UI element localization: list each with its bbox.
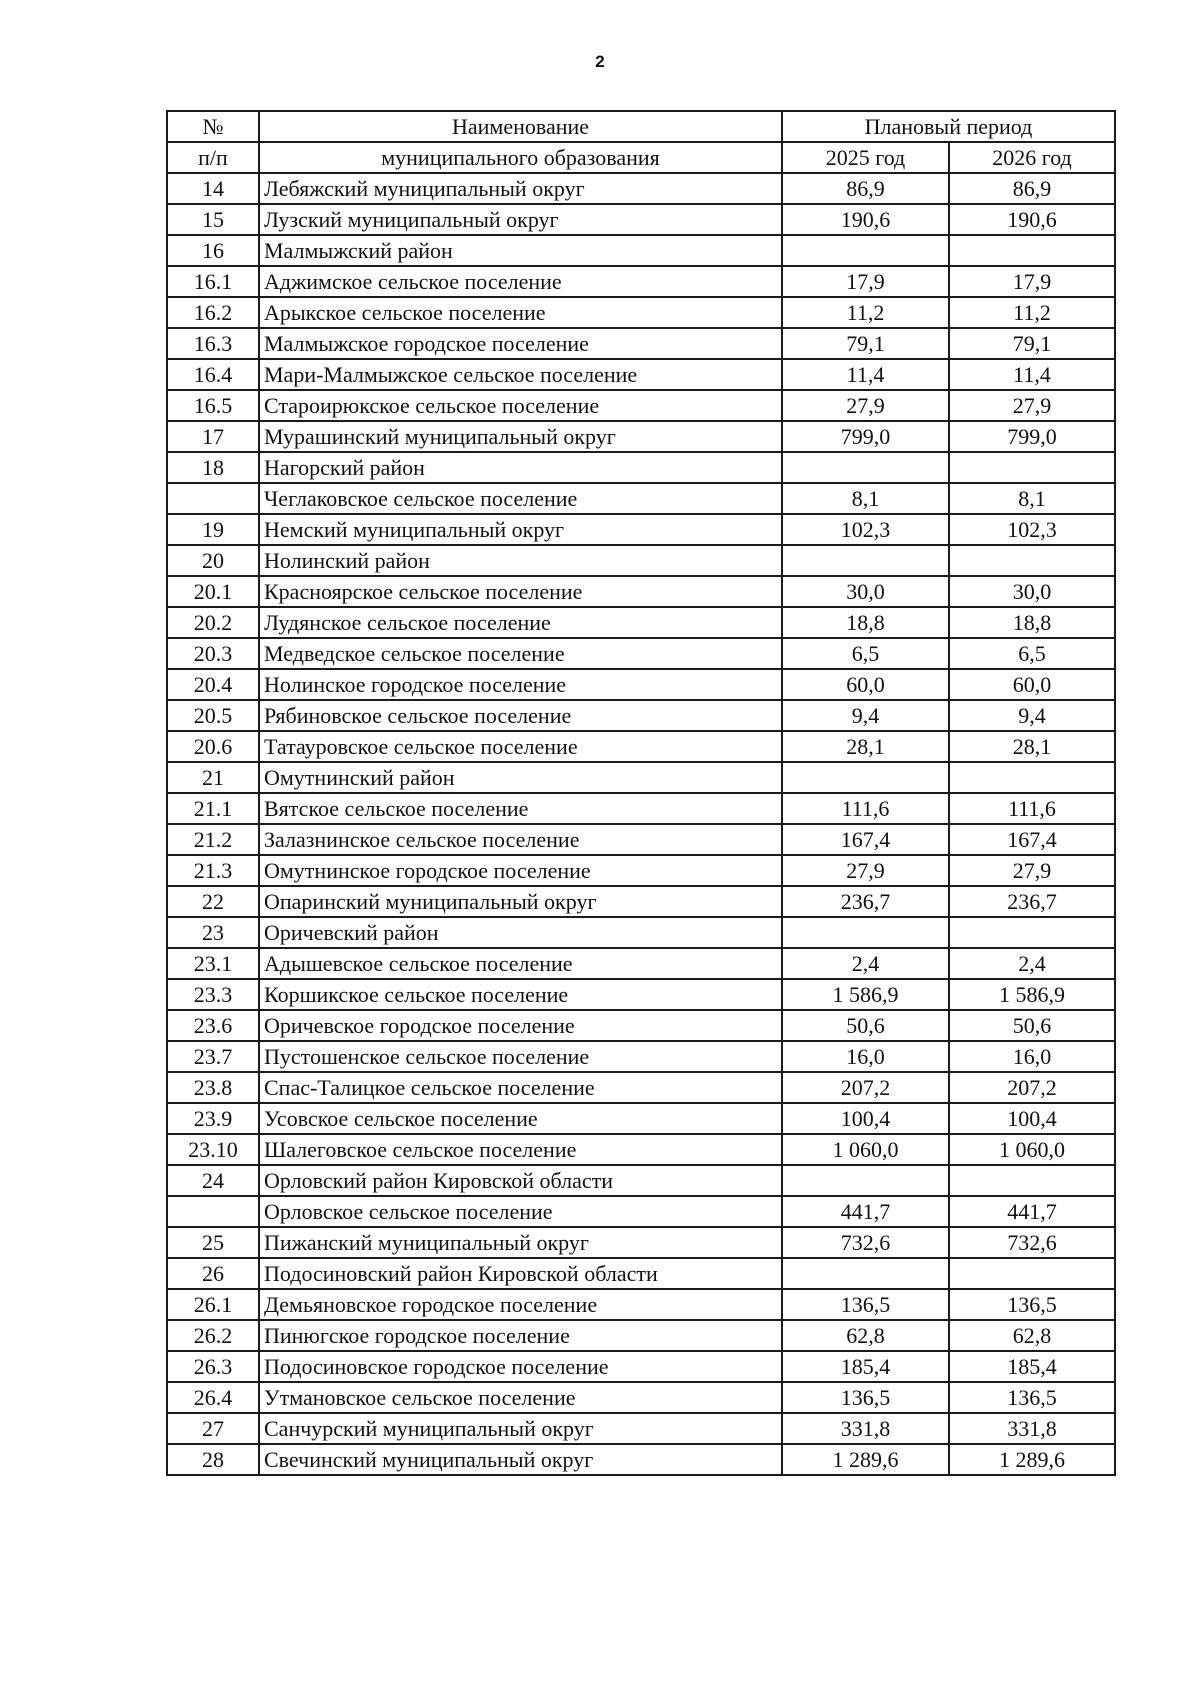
header-name-line2: муниципального образования [259, 142, 782, 173]
table-row [167, 1258, 1115, 1289]
row-number: 17 [167, 421, 259, 452]
row-number: 26.1 [167, 1289, 259, 1320]
table-row [167, 204, 1115, 235]
municipality-name: Чеглаковское сельское поселение [259, 483, 782, 514]
header-name-line1: Наименование [259, 111, 782, 142]
row-number: 16.5 [167, 390, 259, 421]
row-number: 20.5 [167, 700, 259, 731]
value-2025 [782, 762, 949, 793]
municipality-name: Аджимское сельское поселение [259, 266, 782, 297]
municipality-name: Малмыжский район [259, 235, 782, 266]
value-2026: 1 586,9 [949, 979, 1115, 1010]
row-number: 23.1 [167, 948, 259, 979]
municipality-name: Опаринский муниципальный округ [259, 886, 782, 917]
table-row [167, 1103, 1115, 1134]
value-2026 [949, 917, 1115, 948]
table-row [167, 793, 1115, 824]
value-2025 [782, 917, 949, 948]
value-2026: 28,1 [949, 731, 1115, 762]
value-2026: 185,4 [949, 1351, 1115, 1382]
municipality-name: Арыкское сельское поселение [259, 297, 782, 328]
table-row [167, 421, 1115, 452]
header-row-1 [167, 111, 1115, 142]
value-2025: 8,1 [782, 483, 949, 514]
table-row [167, 607, 1115, 638]
municipality-name: Санчурский муниципальный округ [259, 1413, 782, 1444]
row-number: 16.3 [167, 328, 259, 359]
municipality-name: Орловское сельское поселение [259, 1196, 782, 1227]
municipality-name: Залазнинское сельское поселение [259, 824, 782, 855]
table-row [167, 824, 1115, 855]
value-2025 [782, 452, 949, 483]
municipality-name: Шалеговское сельское поселение [259, 1134, 782, 1165]
value-2026: 1 060,0 [949, 1134, 1115, 1165]
value-2026: 207,2 [949, 1072, 1115, 1103]
table-row [167, 638, 1115, 669]
municipality-name: Вятское сельское поселение [259, 793, 782, 824]
value-2026: 167,4 [949, 824, 1115, 855]
row-number: 25 [167, 1227, 259, 1258]
row-number: 21.1 [167, 793, 259, 824]
page-number: 2 [595, 52, 605, 71]
value-2025: 136,5 [782, 1289, 949, 1320]
row-number: 23.3 [167, 979, 259, 1010]
municipality-name: Подосиновское городское поселение [259, 1351, 782, 1382]
value-2026: 11,4 [949, 359, 1115, 390]
value-2025 [782, 545, 949, 576]
municipality-name: Пинюгское городское поселение [259, 1320, 782, 1351]
table-row [167, 266, 1115, 297]
municipality-name: Орловский район Кировской области [259, 1165, 782, 1196]
row-number: 23.8 [167, 1072, 259, 1103]
table-row [167, 1196, 1115, 1227]
table-row [167, 1227, 1115, 1258]
row-number: 26.2 [167, 1320, 259, 1351]
table-row [167, 297, 1115, 328]
municipality-name: Коршикское сельское поселение [259, 979, 782, 1010]
value-2025: 28,1 [782, 731, 949, 762]
value-2026: 136,5 [949, 1382, 1115, 1413]
table-row [167, 1444, 1115, 1475]
row-number: 26.3 [167, 1351, 259, 1382]
municipality-name: Мурашинский муниципальный округ [259, 421, 782, 452]
table-row [167, 948, 1115, 979]
value-2026: 441,7 [949, 1196, 1115, 1227]
value-2026: 1 289,6 [949, 1444, 1115, 1475]
table-row [167, 1351, 1115, 1382]
value-2025: 9,4 [782, 700, 949, 731]
value-2026: 111,6 [949, 793, 1115, 824]
table-row [167, 1165, 1115, 1196]
table-row [167, 886, 1115, 917]
row-number: 22 [167, 886, 259, 917]
table-row [167, 359, 1115, 390]
row-number [167, 1196, 259, 1227]
value-2025: 236,7 [782, 886, 949, 917]
row-number [167, 483, 259, 514]
value-2026 [949, 1165, 1115, 1196]
value-2026 [949, 452, 1115, 483]
row-number: 20 [167, 545, 259, 576]
table-row [167, 576, 1115, 607]
table-row [167, 1382, 1115, 1413]
row-number: 20.1 [167, 576, 259, 607]
budget-table [166, 110, 1116, 1476]
value-2025: 167,4 [782, 824, 949, 855]
value-2025: 185,4 [782, 1351, 949, 1382]
municipality-name: Пустошенское сельское поселение [259, 1041, 782, 1072]
value-2025: 16,0 [782, 1041, 949, 1072]
value-2026: 60,0 [949, 669, 1115, 700]
table-row [167, 1320, 1115, 1351]
value-2026: 30,0 [949, 576, 1115, 607]
value-2026: 17,9 [949, 266, 1115, 297]
row-number: 23.6 [167, 1010, 259, 1041]
row-number: 26 [167, 1258, 259, 1289]
municipality-name: Оричевское городское поселение [259, 1010, 782, 1041]
value-2025: 86,9 [782, 173, 949, 204]
row-number: 23 [167, 917, 259, 948]
municipality-name: Демьяновское городское поселение [259, 1289, 782, 1320]
value-2025: 1 586,9 [782, 979, 949, 1010]
value-2026: 331,8 [949, 1413, 1115, 1444]
value-2026: 79,1 [949, 328, 1115, 359]
table-row [167, 173, 1115, 204]
value-2026: 27,9 [949, 390, 1115, 421]
value-2025: 331,8 [782, 1413, 949, 1444]
value-2025: 207,2 [782, 1072, 949, 1103]
value-2025: 79,1 [782, 328, 949, 359]
value-2026: 136,5 [949, 1289, 1115, 1320]
value-2025: 18,8 [782, 607, 949, 638]
row-number: 18 [167, 452, 259, 483]
municipality-name: Омутнинский район [259, 762, 782, 793]
row-number: 16.2 [167, 297, 259, 328]
table-row [167, 855, 1115, 886]
row-number: 23.7 [167, 1041, 259, 1072]
value-2025: 11,4 [782, 359, 949, 390]
table-row [167, 700, 1115, 731]
table-row [167, 483, 1115, 514]
municipality-name: Спас-Талицкое сельское поселение [259, 1072, 782, 1103]
value-2025: 27,9 [782, 855, 949, 886]
value-2025: 30,0 [782, 576, 949, 607]
value-2025: 441,7 [782, 1196, 949, 1227]
value-2026 [949, 235, 1115, 266]
table-row [167, 328, 1115, 359]
row-number: 21.3 [167, 855, 259, 886]
municipality-name: Нолинский район [259, 545, 782, 576]
value-2025: 1 289,6 [782, 1444, 949, 1475]
municipality-name: Адышевское сельское поселение [259, 948, 782, 979]
value-2025 [782, 1258, 949, 1289]
row-number: 16.4 [167, 359, 259, 390]
table-row [167, 1134, 1115, 1165]
header-year-2025: 2025 год [782, 142, 949, 173]
value-2026: 11,2 [949, 297, 1115, 328]
value-2025: 100,4 [782, 1103, 949, 1134]
value-2026: 6,5 [949, 638, 1115, 669]
value-2026: 102,3 [949, 514, 1115, 545]
municipality-name: Усовское сельское поселение [259, 1103, 782, 1134]
row-number: 20.3 [167, 638, 259, 669]
row-number: 23.9 [167, 1103, 259, 1134]
table-row [167, 235, 1115, 266]
value-2025 [782, 235, 949, 266]
row-number: 27 [167, 1413, 259, 1444]
row-number: 16 [167, 235, 259, 266]
table-row [167, 452, 1115, 483]
municipality-name: Оричевский район [259, 917, 782, 948]
row-number: 23.10 [167, 1134, 259, 1165]
table-row [167, 669, 1115, 700]
table-row [167, 1413, 1115, 1444]
row-number: 20.6 [167, 731, 259, 762]
table-row [167, 1041, 1115, 1072]
value-2026: 27,9 [949, 855, 1115, 886]
value-2025: 102,3 [782, 514, 949, 545]
value-2025: 2,4 [782, 948, 949, 979]
municipality-name: Малмыжское городское поселение [259, 328, 782, 359]
municipality-name: Мари-Малмыжское сельское поселение [259, 359, 782, 390]
municipality-name: Лебяжский муниципальный округ [259, 173, 782, 204]
value-2026 [949, 762, 1115, 793]
header-number-sign: № [167, 111, 259, 142]
value-2025: 190,6 [782, 204, 949, 235]
value-2026: 62,8 [949, 1320, 1115, 1351]
row-number: 21 [167, 762, 259, 793]
row-number: 14 [167, 173, 259, 204]
value-2026: 9,4 [949, 700, 1115, 731]
value-2026 [949, 1258, 1115, 1289]
municipality-name: Омутнинское городское поселение [259, 855, 782, 886]
value-2025: 11,2 [782, 297, 949, 328]
value-2026: 190,6 [949, 204, 1115, 235]
value-2026: 86,9 [949, 173, 1115, 204]
municipality-name: Красноярское сельское поселение [259, 576, 782, 607]
municipality-name: Татауровское сельское поселение [259, 731, 782, 762]
municipality-name: Подосиновский район Кировской области [259, 1258, 782, 1289]
municipality-name: Нагорский район [259, 452, 782, 483]
value-2025: 17,9 [782, 266, 949, 297]
table-row [167, 390, 1115, 421]
row-number: 15 [167, 204, 259, 235]
table-row [167, 514, 1115, 545]
municipality-name: Староирюкское сельское поселение [259, 390, 782, 421]
row-number: 28 [167, 1444, 259, 1475]
table-row [167, 1072, 1115, 1103]
value-2025: 136,5 [782, 1382, 949, 1413]
value-2025: 732,6 [782, 1227, 949, 1258]
row-number: 20.2 [167, 607, 259, 638]
value-2026: 50,6 [949, 1010, 1115, 1041]
municipality-name: Лудянское сельское поселение [259, 607, 782, 638]
value-2026: 799,0 [949, 421, 1115, 452]
municipality-name: Медведское сельское поселение [259, 638, 782, 669]
table-row [167, 545, 1115, 576]
table-row [167, 979, 1115, 1010]
value-2025: 1 060,0 [782, 1134, 949, 1165]
table-body [167, 173, 1115, 1475]
table-row [167, 1289, 1115, 1320]
row-number: 19 [167, 514, 259, 545]
table-row [167, 731, 1115, 762]
row-number: 20.4 [167, 669, 259, 700]
value-2026: 8,1 [949, 483, 1115, 514]
header-year-2026: 2026 год [949, 142, 1115, 173]
table-row [167, 1010, 1115, 1041]
row-number: 16.1 [167, 266, 259, 297]
municipality-name: Утмановское сельское поселение [259, 1382, 782, 1413]
value-2025 [782, 1165, 949, 1196]
value-2025: 62,8 [782, 1320, 949, 1351]
municipality-name: Свечинский муниципальный округ [259, 1444, 782, 1475]
value-2026: 2,4 [949, 948, 1115, 979]
municipality-name: Немский муниципальный округ [259, 514, 782, 545]
value-2026: 18,8 [949, 607, 1115, 638]
value-2026: 16,0 [949, 1041, 1115, 1072]
table-header [167, 111, 1115, 173]
header-planned-period: Плановый период [782, 111, 1115, 142]
value-2026: 100,4 [949, 1103, 1115, 1134]
municipality-name: Нолинское городское поселение [259, 669, 782, 700]
table-row [167, 917, 1115, 948]
municipality-name: Пижанский муниципальный округ [259, 1227, 782, 1258]
value-2025: 60,0 [782, 669, 949, 700]
header-row-index: п/п [167, 142, 259, 173]
value-2026: 732,6 [949, 1227, 1115, 1258]
header-row-2 [167, 142, 1115, 173]
value-2026 [949, 545, 1115, 576]
value-2025: 6,5 [782, 638, 949, 669]
table-row [167, 762, 1115, 793]
municipality-name: Лузский муниципальный округ [259, 204, 782, 235]
row-number: 26.4 [167, 1382, 259, 1413]
value-2025: 111,6 [782, 793, 949, 824]
municipality-name: Рябиновское сельское поселение [259, 700, 782, 731]
value-2025: 27,9 [782, 390, 949, 421]
value-2025: 799,0 [782, 421, 949, 452]
value-2026: 236,7 [949, 886, 1115, 917]
row-number: 24 [167, 1165, 259, 1196]
value-2025: 50,6 [782, 1010, 949, 1041]
row-number: 21.2 [167, 824, 259, 855]
